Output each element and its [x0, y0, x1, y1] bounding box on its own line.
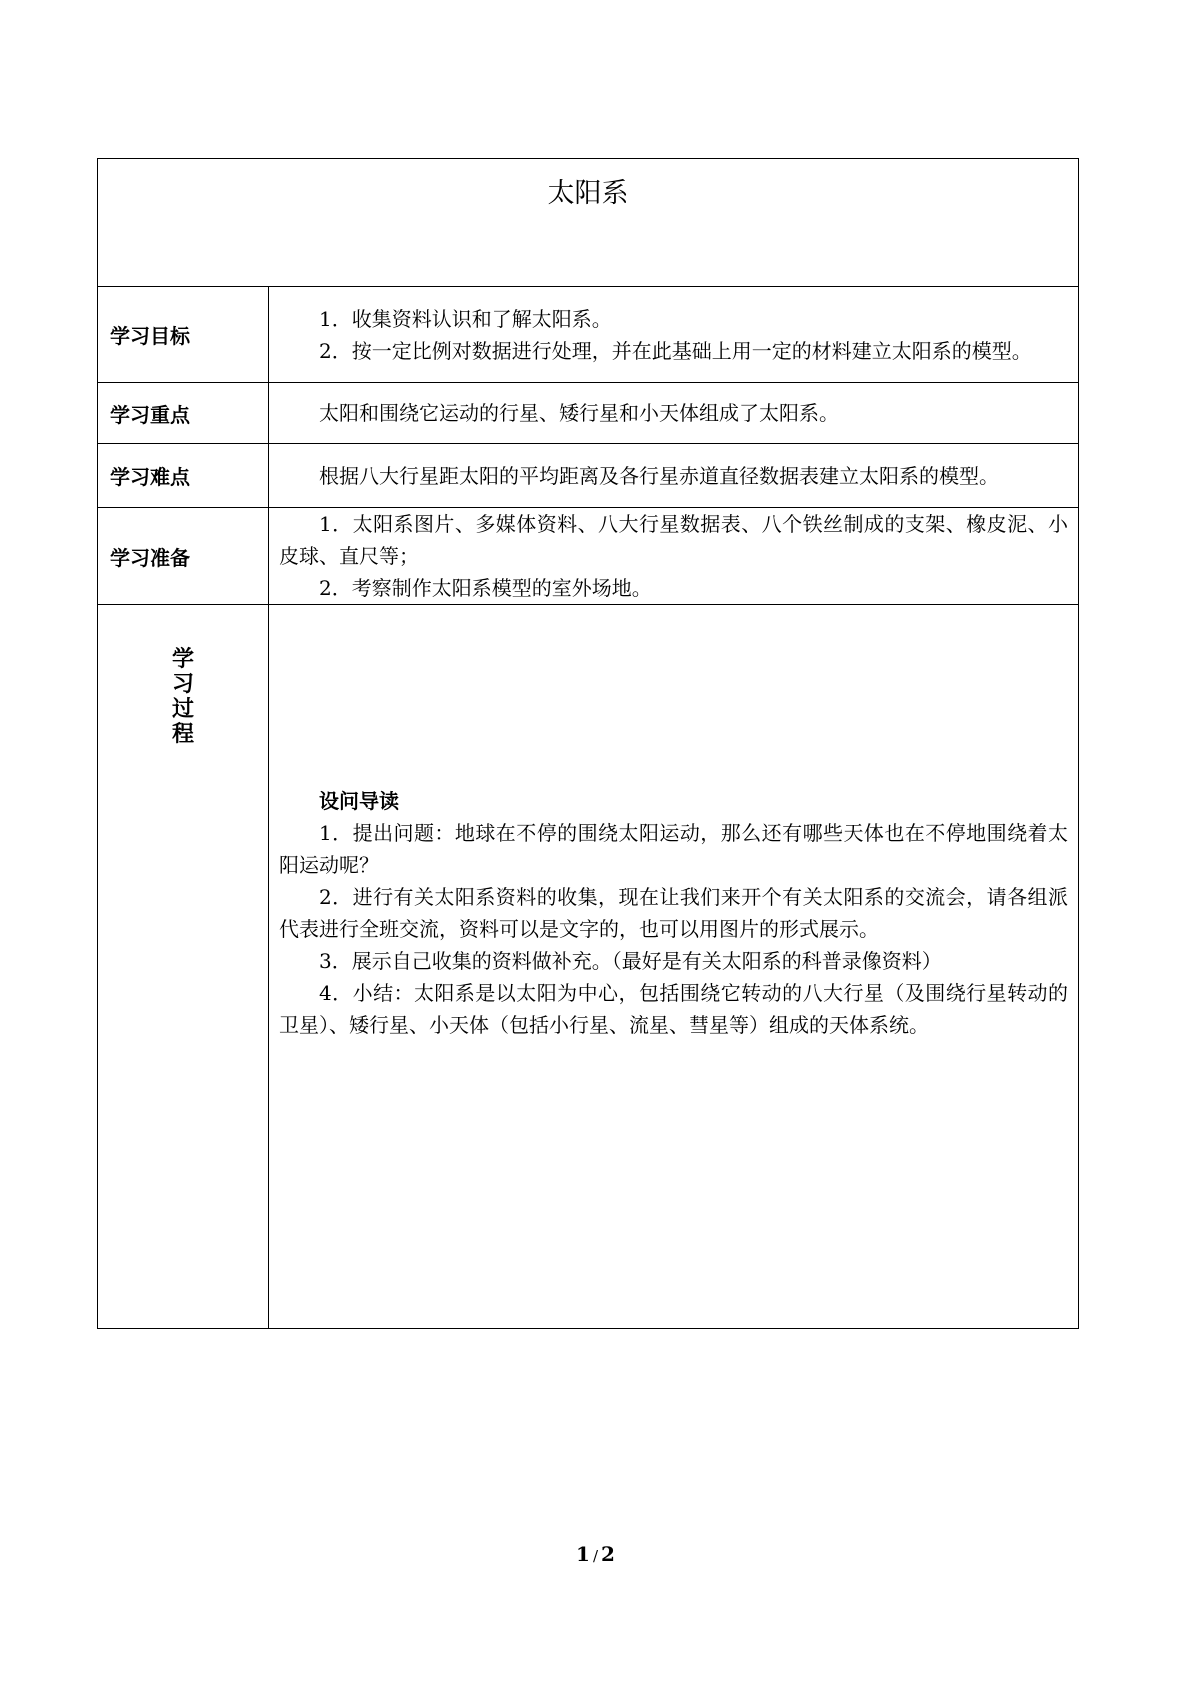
- label-difficulties: 学习难点: [98, 444, 269, 508]
- content-preparation: [269, 508, 1079, 605]
- key-line-1: 太阳和围绕它运动的行星、矮行星和小天体组成了太阳系。: [319, 401, 839, 425]
- process-line-4: 4．小结：太阳系是以太阳为中心，包括围绕它转动的八大行星（及围绕行星转动的卫星）、矮行星、小天体（包括小行星、流星、彗星等）组成的天体系统。: [279, 981, 1068, 1037]
- process-heading: 设问导读: [319, 789, 399, 813]
- title-cell: [98, 159, 1079, 287]
- label-preparation: 学习准备: [98, 508, 269, 605]
- content-difficulties: [269, 444, 1079, 508]
- label-learning-goals: 学习目标: [98, 287, 269, 383]
- process-line-2: 2．进行有关太阳系资料的收集，现在让我们来开个有关太阳系的交流会，请各组派代表进行全班交流，资料可以是文字的，也可以用图片的形式展示。: [279, 885, 1068, 941]
- page-number: [0, 1542, 1191, 1566]
- current-page: 1: [576, 1542, 590, 1566]
- content-learning-goals: [269, 287, 1079, 383]
- process-line-1: 1．提出问题：地球在不停的围绕太阳运动，那么还有哪些天体也在不停地围绕着太阳运动呢？: [279, 821, 1068, 877]
- row-preparation: [98, 508, 1079, 605]
- content-key-points: [269, 383, 1079, 444]
- content-learning-process: [269, 605, 1079, 1329]
- label-cell-learning-process: [98, 605, 269, 1329]
- lesson-plan-table: [97, 158, 1079, 1329]
- goal-line-1: 1．收集资料认识和了解太阳系。: [319, 306, 612, 331]
- difficulty-line-1: 根据八大行星距太阳的平均距离及各行星赤道直径数据表建立太阳系的模型。: [319, 463, 999, 488]
- page-separator: /: [592, 1547, 599, 1565]
- row-learning-process: [98, 605, 1079, 1329]
- row-key-points: [98, 383, 1079, 444]
- page-title: 太阳系: [547, 178, 629, 209]
- process-line-3: 3．展示自己收集的资料做补充。（最好是有关太阳系的科普录像资料）: [319, 949, 942, 973]
- row-learning-goals: [98, 287, 1079, 383]
- preparation-line-1: 1．太阳系图片、多媒体资料、八大行星数据表、八个铁丝制成的支架、橡皮泥、小皮球、直尺等；: [279, 512, 1068, 568]
- total-pages: 2: [601, 1542, 615, 1566]
- label-learning-process: 学习过程: [171, 647, 194, 747]
- goal-line-2: 2．按一定比例对数据进行处理，并在此基础上用一定的材料建立太阳系的模型。: [319, 338, 1032, 363]
- preparation-line-2: 2．考察制作太阳系模型的室外场地。: [319, 576, 652, 600]
- row-difficulties: [98, 444, 1079, 508]
- label-key-points: 学习重点: [98, 383, 269, 444]
